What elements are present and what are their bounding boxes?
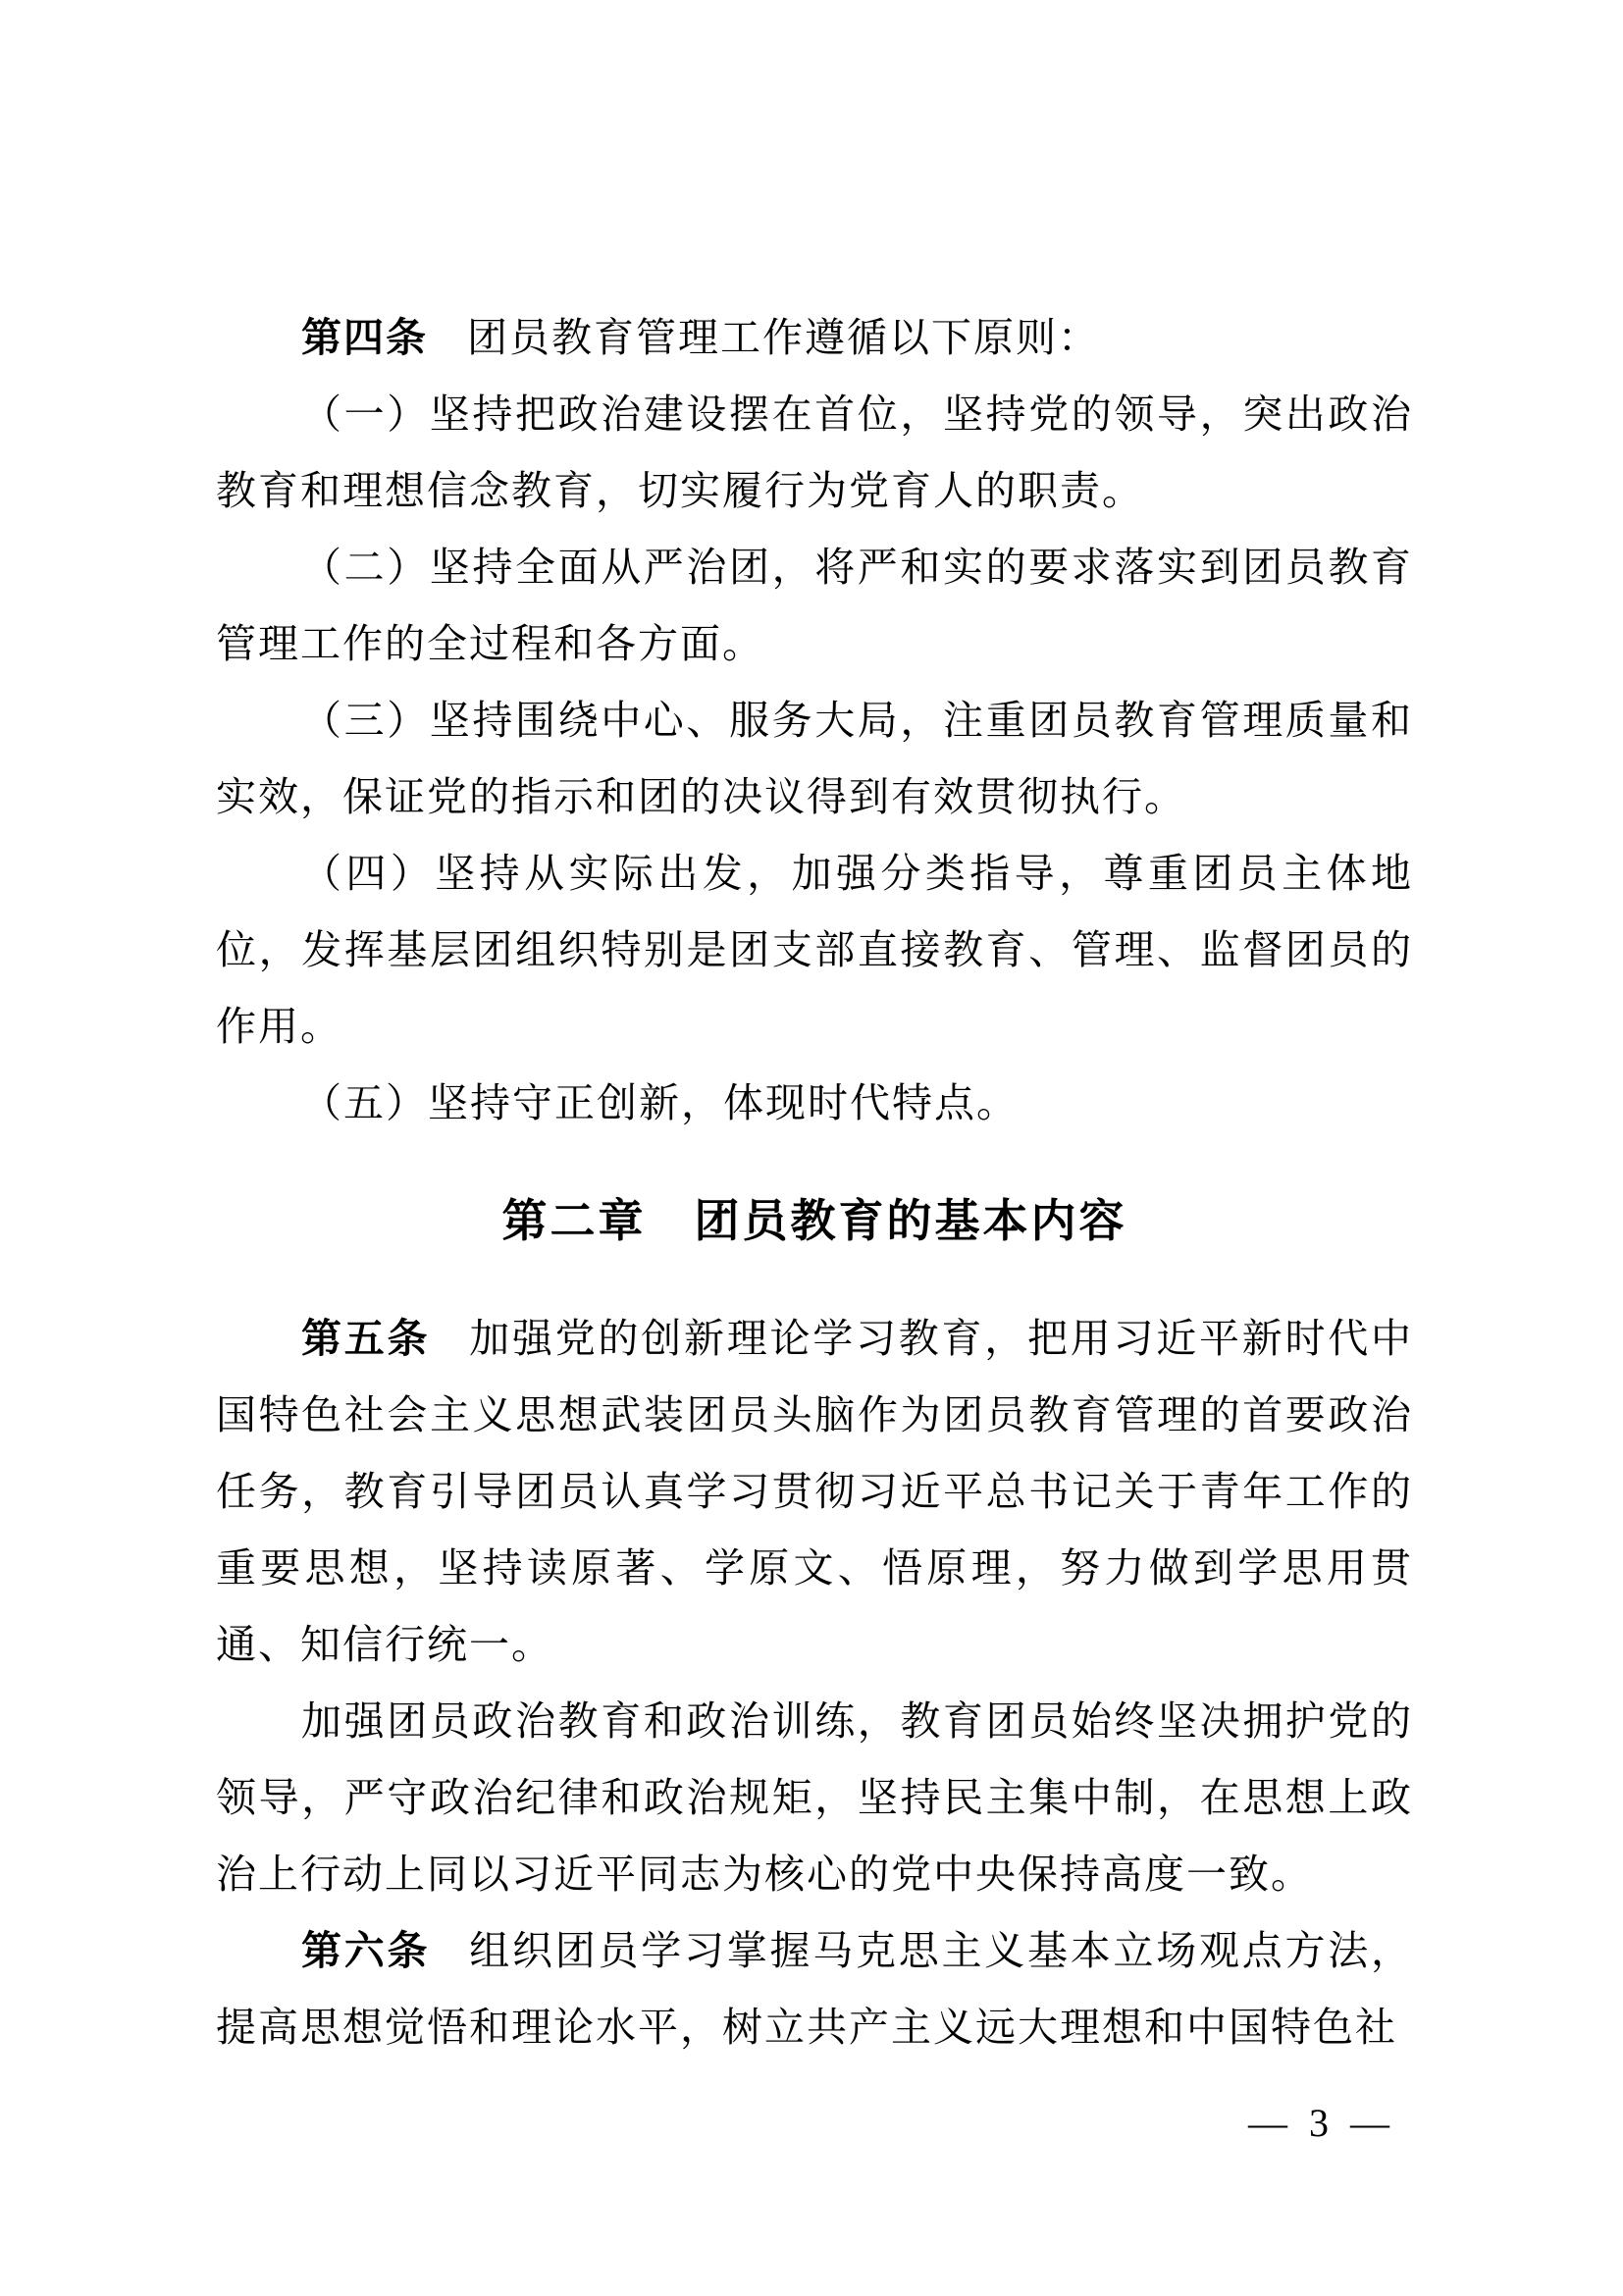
chapter-2-heading: 第二章 团员教育的基本内容	[501, 1195, 1127, 1246]
article-4-text: 团员教育管理工作遵循以下原则：	[467, 315, 1100, 360]
principle-item-4: （四）坚持从实际出发，加强分类指导，尊重团员主体地位，发挥基层团组织特别是团支部直接教育、管理、监督团员的作用。	[216, 851, 1413, 1049]
article-5-text: 加强党的创新理论学习教育，把用习近平新时代中国特色社会主义思想武装团员头脑作为团员教育管理的首要政治任务，教育引导团员认真学习贯彻习近平总书记关于青年工作的重要思想，坚持读原著、学原文、悟原理，努力做到学思用贯通、知信行统一。	[216, 1316, 1413, 1667]
article-4-label: 第四条	[301, 315, 428, 360]
article-5-paragraph-2: 加强团员政治教育和政治训练，教育团员始终坚决拥护党的领导，严守政治纪律和政治规矩，坚持民主集中制，在思想上政治上行动上同以习近平同志为核心的党中央保持高度一致。	[216, 1698, 1413, 1897]
article-5-label: 第五条	[301, 1316, 431, 1361]
article-6-text: 组织团员学习掌握马克思主义基本立场观点方法，提高思想觉悟和理论水平，树立共产主义远大理想和中国特色社	[216, 1928, 1413, 2050]
article-6-label: 第六条	[301, 1928, 431, 1973]
principle-item-5: （五）坚持守正创新，体现时代特点。	[301, 1080, 1019, 1125]
document-body	[216, 299, 1413, 2162]
principle-item-2: （二）坚持全面从严治团，将严和实的要求落实到团员教育管理工作的全过程和各方面。	[216, 545, 1413, 666]
principle-item-1: （一）坚持把政治建设摆在首位，坚持党的领导，突出政治教育和理想信念教育，切实履行为党育人的职责。	[216, 391, 1413, 513]
principle-item-3: （三）坚持围绕中心、服务大局，注重团员教育管理质量和实效，保证党的指示和团的决议得到有效贯彻执行。	[216, 698, 1413, 819]
article-5-paragraph	[216, 1300, 1413, 1683]
article-4-paragraph	[216, 299, 1413, 376]
page-number: — 3 —	[1248, 2101, 1395, 2145]
article-6-paragraph	[216, 1912, 1413, 2065]
